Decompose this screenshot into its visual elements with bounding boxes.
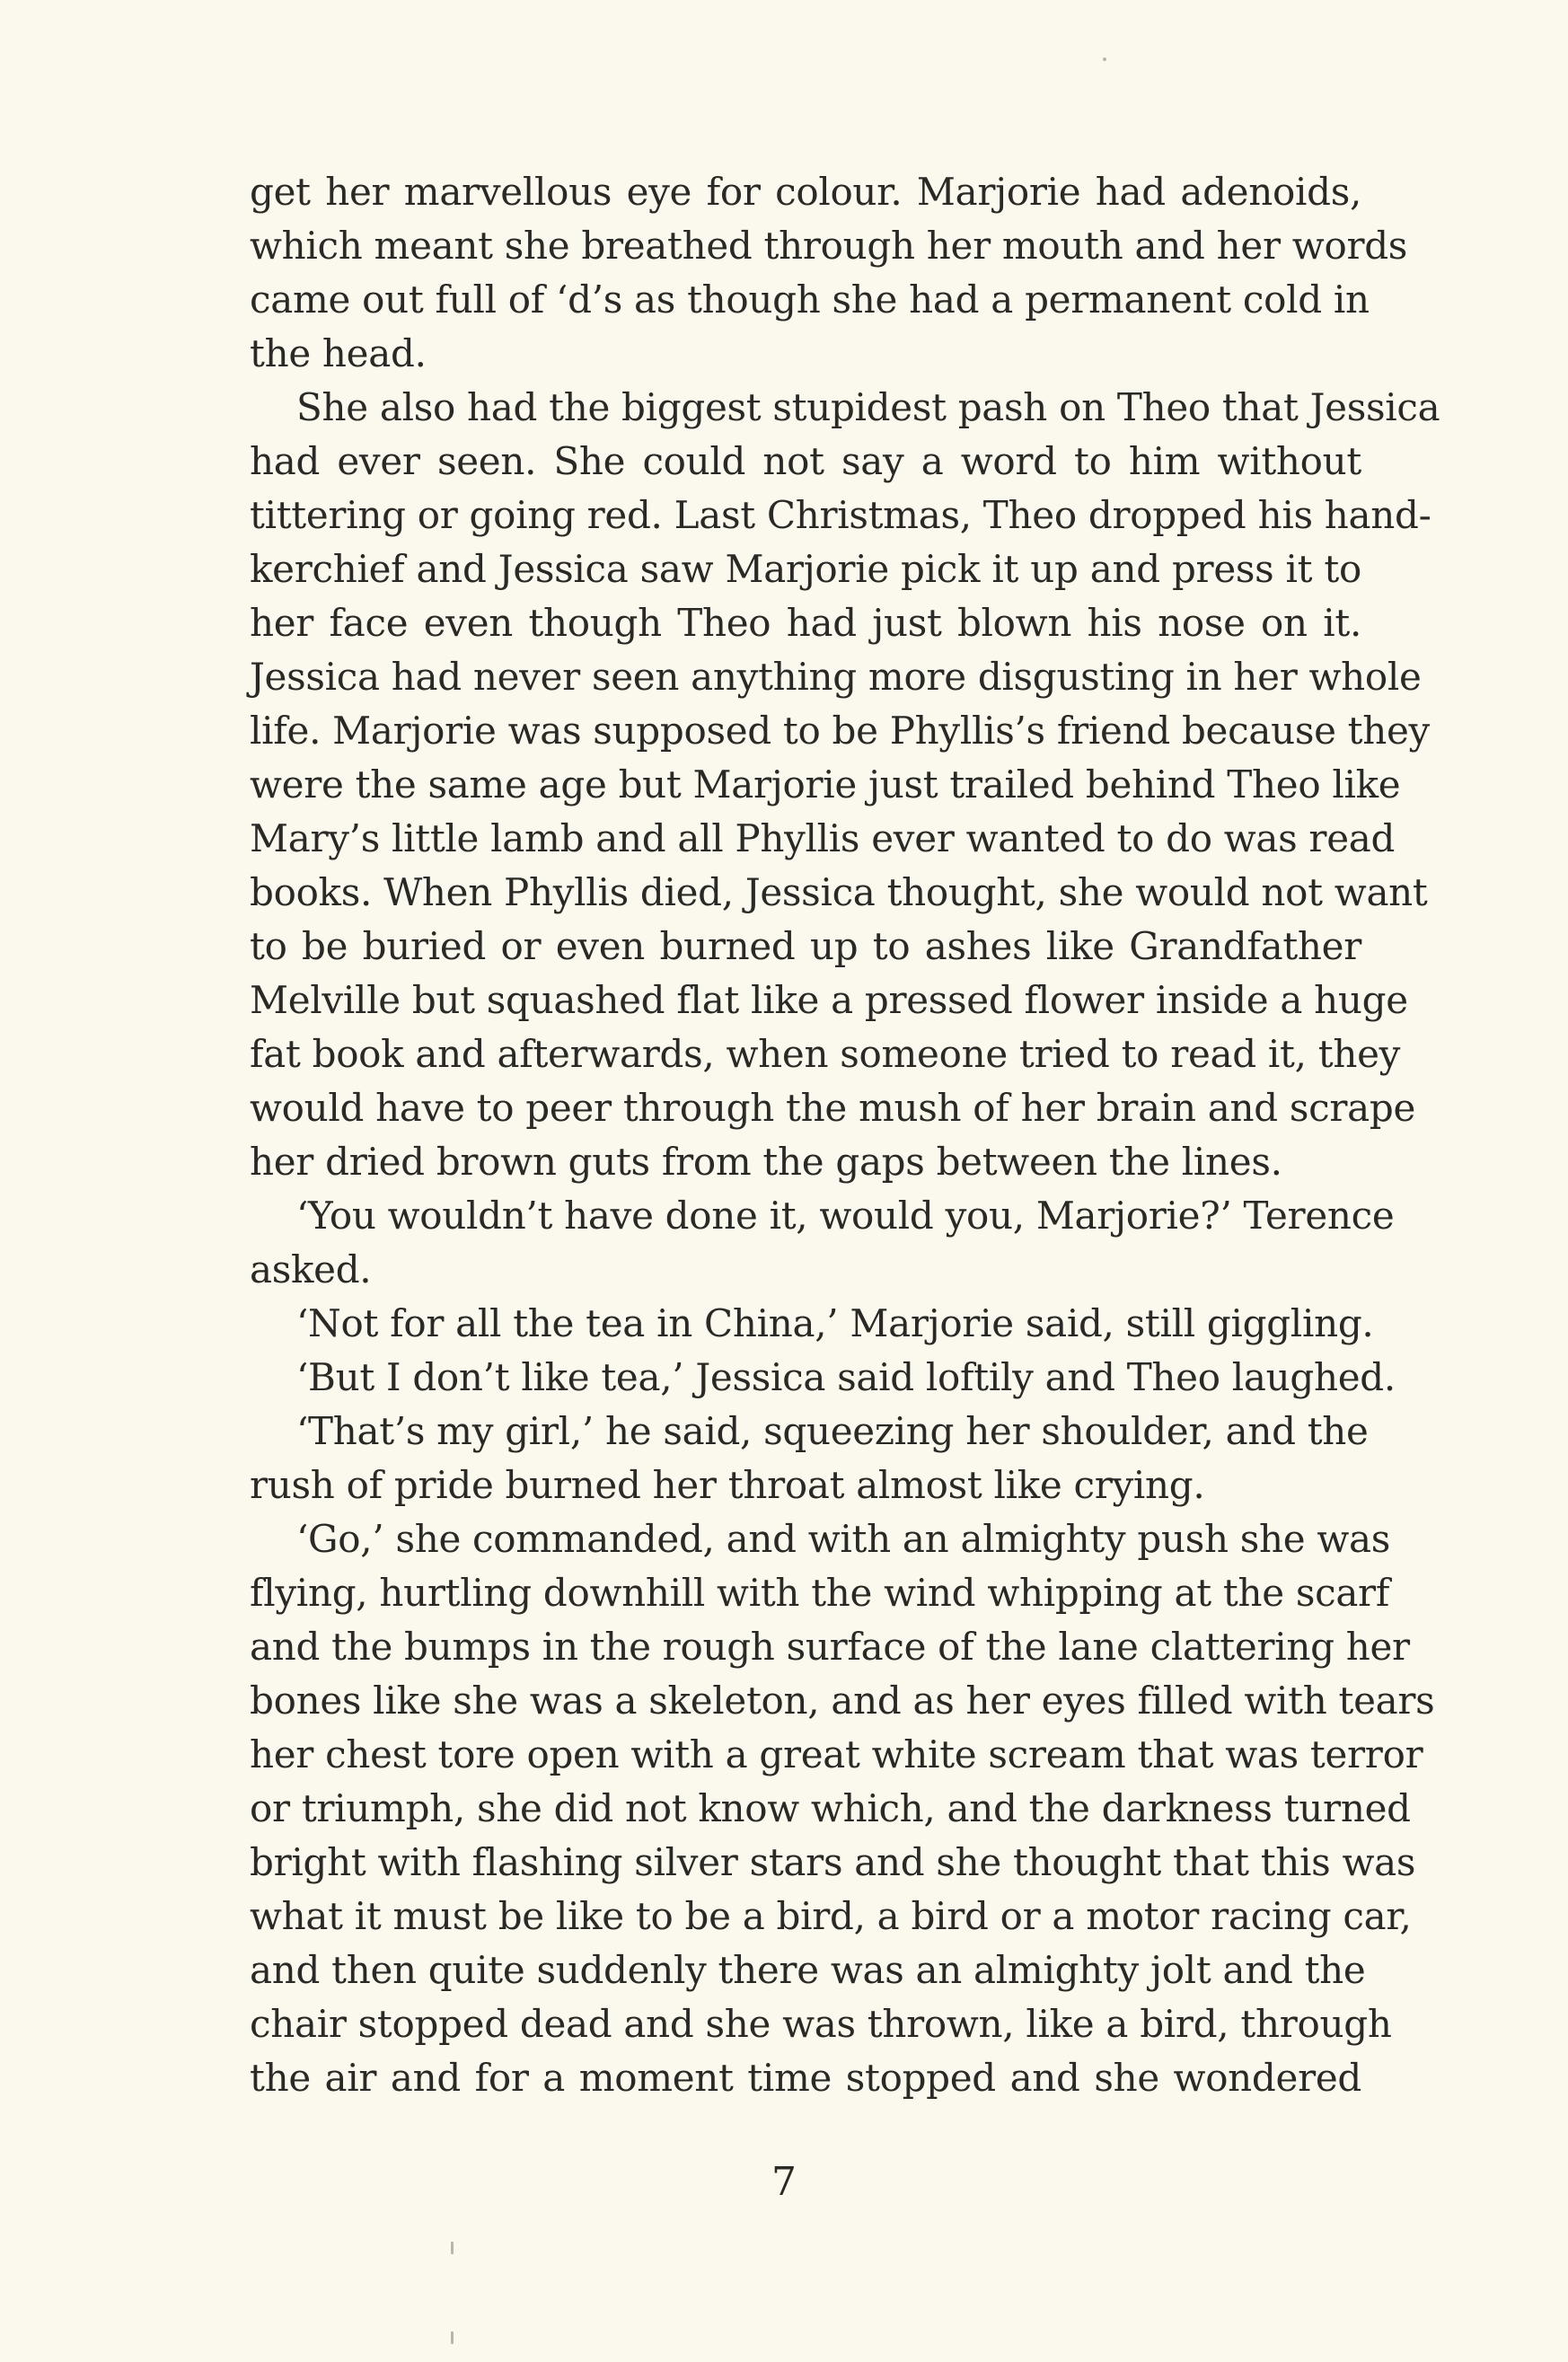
paper-speck — [451, 2331, 454, 2344]
text-line: the head. — [250, 331, 427, 375]
text-line: bones like she was a skeleton, and as her eyes filled with tears — [250, 1679, 1435, 1723]
text-line: Melville but squashed flat like a pressed flower inside a huge — [250, 978, 1408, 1022]
text-line: and the bumps in the rough surface of the lane clattering her — [250, 1625, 1410, 1669]
text-line: tittering or going red. Last Christmas, Theo dropped his hand- — [250, 493, 1431, 537]
text-line: life. Marjorie was supposed to be Phyllis’s friend because they — [250, 709, 1430, 753]
text-line: her chest tore open with a great white scream that was terror — [250, 1732, 1423, 1776]
paper-speck — [451, 2242, 454, 2254]
text-line: ‘That’s my girl,’ he said, squeezing her shoulder, and the — [296, 1409, 1369, 1453]
paragraph — [250, 1351, 1396, 1405]
paragraph — [250, 1405, 1369, 1512]
text-line: Jessica had never seen anything more disgusting in her whole — [250, 655, 1422, 699]
paragraph — [250, 1297, 1374, 1351]
text-line: ‘Not for all the tea in China,’ Marjorie said, still giggling. — [296, 1301, 1374, 1345]
text-line: what it must be like to be a bird, a bird or a motor racing car, — [250, 1894, 1412, 1938]
page-number: 7 — [771, 2159, 797, 2205]
paragraph — [250, 381, 1440, 1189]
text-line: asked. — [250, 1247, 372, 1291]
text-line: bright with flashing silver stars and she thought that this was — [250, 1840, 1416, 1884]
text-line: the air and for a moment time stopped and she wondered — [250, 2056, 1361, 2100]
text-line: came out full of ‘d’s as though she had a permanent cold in — [250, 278, 1370, 322]
text-line: kerchief and Jessica saw Marjorie pick it up and press it to — [250, 547, 1361, 591]
text-line: or triumph, she did not know which, and the darkness turned — [250, 1786, 1411, 1830]
text-line: were the same age but Marjorie just trailed behind Theo like — [250, 762, 1401, 806]
text-line: and then quite suddenly there was an almighty jolt and the — [250, 1948, 1366, 1992]
body-text — [250, 165, 1440, 2105]
text-line: get her marvellous eye for colour. Marjorie had adenoids, — [250, 170, 1361, 214]
paragraph — [250, 1189, 1395, 1297]
text-line: ‘You wouldn’t have done it, would you, Marjorie?’ Terence — [296, 1194, 1395, 1238]
text-line: books. When Phyllis died, Jessica thought, she would not want — [250, 870, 1428, 914]
text-line: flying, hurtling downhill with the wind whipping at the scarf — [250, 1571, 1390, 1615]
text-line: fat book and afterwards, when someone tried to read it, they — [250, 1032, 1401, 1076]
text-line: her dried brown guts from the gaps between the lines. — [250, 1140, 1282, 1184]
text-line: had ever seen. She could not say a word to him without — [250, 439, 1361, 483]
text-line: Mary’s little lamb and all Phyllis ever wanted to do was read — [250, 816, 1396, 860]
paper-speck — [1103, 57, 1106, 61]
paragraph — [250, 1512, 1435, 2105]
text-line: rush of pride burned her throat almost like crying. — [250, 1463, 1205, 1507]
text-line: to be buried or even burned up to ashes like Grandfather — [250, 924, 1361, 968]
text-line: chair stopped dead and she was thrown, like a bird, through — [250, 2002, 1392, 2046]
paragraph — [250, 165, 1408, 381]
text-line: She also had the biggest stupidest pash on Theo that Jessica — [296, 385, 1440, 429]
text-line: would have to peer through the mush of her brain and scrape — [250, 1086, 1416, 1130]
text-line: her face even though Theo had just blown his nose on it. — [250, 601, 1361, 645]
text-line: which meant she breathed through her mouth and her words — [250, 224, 1408, 268]
text-line: ‘But I don’t like tea,’ Jessica said loftily and Theo laughed. — [296, 1355, 1396, 1399]
text-line: ‘Go,’ she commanded, and with an almighty push she was — [296, 1517, 1391, 1561]
